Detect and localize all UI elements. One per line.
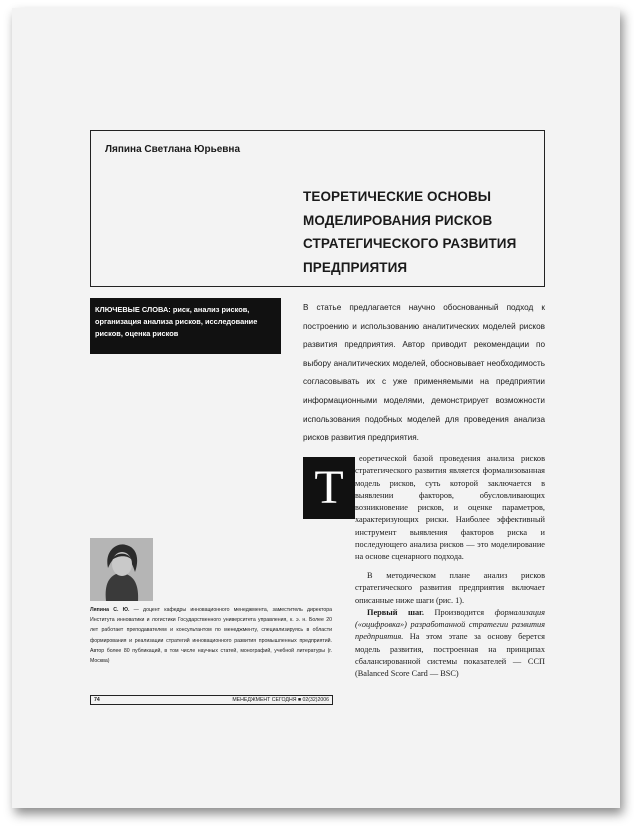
step-text: Производится — [434, 607, 485, 617]
bio-text: — доцент кафедры инновационного менеджмента, заместитель директора Института инноватики и логистики Государственного университета управления, к. э. н. Более 20 лет работает преподавателем и консультантом по менеджменту, специализируясь в области формирования и реализации стратегий инновационного развития промышленных предприятий. Автор более 80 публикаций, в том числе научных статей, монографий, учебной литературы (г. Москва) — [90, 607, 332, 665]
author-photo — [90, 538, 153, 601]
step-text-2: На этом этапе за основу берется модель развития, построенная на принципах сбалансированной системы показателей — ССП (Balanced Score Card — BSC) — [355, 632, 545, 679]
keywords-box — [90, 298, 281, 354]
keywords-text: риск, анализ рисков, организация анализа рисков, исследование рисков, оценка рисков — [95, 305, 258, 338]
paragraph-step-one — [355, 607, 545, 681]
title-line: ТЕОРЕТИЧЕСКИЕ ОСНОВЫ — [303, 189, 492, 204]
intro-paragraph: еоретической базой проведения анализа рисков стратегического развития является формализованная модель рисков, суть которой заключается в выявлении факторов, обусловливающих возникновение рисков, и оценке параметров, характеризующих риски. Наиболее эффективный инструмент выявления факторов риска и последующего анализа рисков — это моделирование на основе сценарного подхода. — [355, 454, 545, 562]
abstract: В статье предлагается научно обоснованный подход к построению и использованию аналитических моделей рисков развития предприятия. Автор приводит рекомендации по выбору аналитических моделей, обосновывает необходимость согласовывать их с уже применяемыми на предприятии информационными моделями, демонстрирует возможности использования подобных моделей для проведения анализа рисков развития предприятия. — [303, 303, 545, 443]
article-title — [303, 185, 533, 279]
step-italic: формализация («оцифровка») разработанной стратегии развития предприятия. — [355, 607, 545, 642]
title-line: СТРАТЕГИЧЕСКОГО РАЗВИТИЯ — [303, 236, 517, 251]
page-footer — [90, 695, 333, 705]
author-bio — [90, 605, 332, 666]
bio-name: Ляпина С. Ю. — [90, 607, 130, 613]
page-number: 74 — [94, 697, 100, 703]
step-label: Первый шаг. — [367, 607, 424, 617]
journal-name: МЕНЕДЖМЕНТ СЕГОДНЯ ■ 02(32)2006 — [232, 697, 329, 703]
body-lower — [355, 570, 545, 681]
title-line: МОДЕЛИРОВАНИЯ РИСКОВ — [303, 212, 493, 228]
author-name: Ляпина Светлана Юрьевна — [105, 144, 241, 155]
drop-cap: Т — [303, 457, 355, 519]
title-line: ПРЕДПРИЯТИЯ — [303, 259, 408, 275]
keywords-label: КЛЮЧЕВЫЕ СЛОВА: — [95, 305, 171, 314]
paragraph-method: В методическом плане анализ рисков стратегического развития предприятия включает описанные ниже шаги (рис. 1). — [355, 571, 545, 605]
